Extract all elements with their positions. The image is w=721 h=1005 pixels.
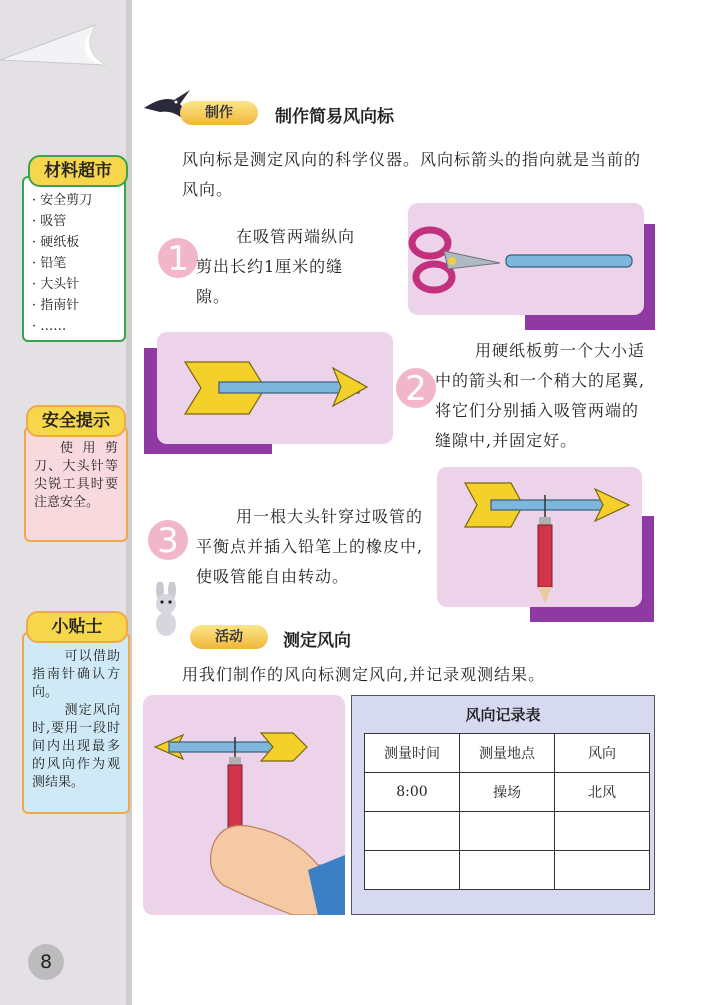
- list-item: · 安全剪刀: [32, 190, 122, 211]
- table-row: [365, 734, 650, 773]
- tip-title: 小贴士: [26, 611, 128, 643]
- list-item: · 指南针: [32, 295, 122, 316]
- wind-record-table: [364, 733, 650, 890]
- scissors-straw-illustration: [408, 203, 644, 315]
- list-item: · 铅笔: [32, 253, 122, 274]
- step-1-number: 1: [158, 238, 198, 278]
- step-1-text: 在吸管两端纵向剪出长约1厘米的缝隙。: [196, 227, 356, 306]
- table-row: [365, 851, 650, 890]
- page-curl-icon: [0, 20, 110, 75]
- step-3-number: 3: [148, 520, 188, 560]
- table-cell: [555, 851, 650, 890]
- table-cell: 北风: [555, 773, 650, 812]
- table-row: [365, 812, 650, 851]
- hand-holding-vane-illustration: [143, 695, 345, 915]
- table-header-cell: 测量时间: [365, 734, 460, 773]
- table-cell: [365, 812, 460, 851]
- list-item: · 大头针: [32, 274, 122, 295]
- table-title: 风向记录表: [465, 706, 541, 724]
- make-badge: 制作: [180, 101, 258, 125]
- make-intro: [182, 145, 652, 205]
- step-3-text: 用一根大头针穿过吸管的平衡点并插入铅笔上的橡皮中,使吸管能自由转动。: [196, 507, 424, 586]
- step-2-image: [157, 332, 393, 444]
- step-3-image: [437, 467, 642, 607]
- list-item: · 硬纸板: [32, 232, 122, 253]
- step-1-image: [408, 203, 644, 315]
- materials-title: 材料超市: [28, 155, 128, 187]
- table-cell: [460, 851, 555, 890]
- tip-box: [22, 632, 130, 814]
- activity-intro: 用我们制作的风向标测定风向,并记录观测结果。: [182, 665, 546, 684]
- table-header-cell: 测量地点: [460, 734, 555, 773]
- hand-vane-image: [143, 695, 345, 915]
- scissors-icon: [412, 230, 500, 290]
- page-number: 8: [28, 944, 64, 980]
- table-cell: [460, 812, 555, 851]
- rabbit-icon: [146, 582, 190, 640]
- make-intro-text: 风向标是测定风向的科学仪器。风向标箭头的指向就是当前的风向。: [182, 150, 642, 199]
- safety-text: 使用剪刀、大头针等尖锐工具时要注意安全。: [34, 441, 118, 510]
- step-2-text: 用硬纸板剪一个大小适中的箭头和一个稍大的尾翼,将它们分别插入吸管两端的缝隙中,并固定好。: [435, 341, 646, 450]
- materials-list: [32, 190, 122, 337]
- activity-title: 测定风向: [283, 631, 351, 651]
- table-header-cell: 风向: [555, 734, 650, 773]
- arrow-straw-illustration: [157, 332, 393, 444]
- table-row: [365, 773, 650, 812]
- safety-box: [24, 426, 128, 542]
- table-cell: 8:00: [365, 773, 460, 812]
- step-2-number: 2: [396, 368, 436, 408]
- table-cell: 操场: [460, 773, 555, 812]
- record-card: [351, 695, 655, 915]
- table-cell: [365, 851, 460, 890]
- list-item: · 吸管: [32, 211, 122, 232]
- list-item: · ……: [32, 316, 122, 337]
- make-title: 制作简易风向标: [275, 107, 394, 127]
- table-cell: [555, 812, 650, 851]
- tip-text-1: 可以借助指南针确认方向。: [32, 649, 120, 700]
- wind-vane-illustration: [437, 467, 642, 607]
- safety-title: 安全提示: [26, 405, 126, 437]
- activity-badge: 活动: [190, 625, 268, 649]
- tip-text-2: 测定风向时,要用一段时间内出现最多的风向作为观测结果。: [32, 703, 120, 790]
